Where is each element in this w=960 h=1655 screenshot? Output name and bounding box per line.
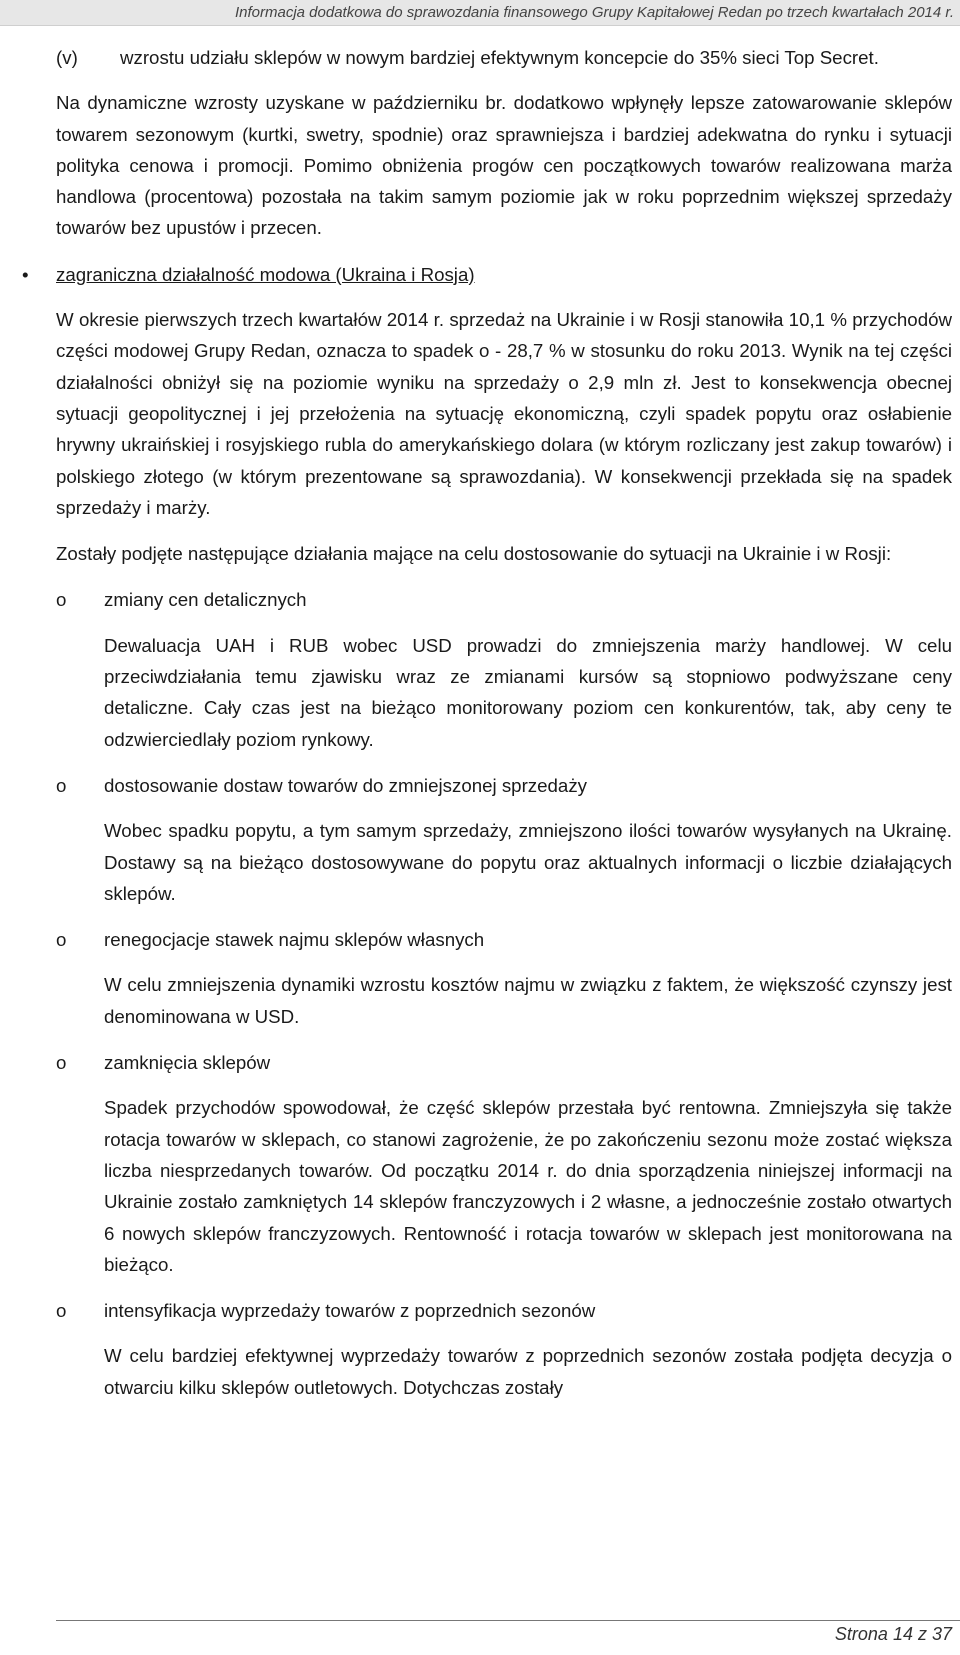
sub-item-store-closures	[56, 1047, 952, 1280]
paragraph-foreign-sales: W okresie pierwszych trzech kwartałów 2014 r. sprzedaż na Ukrainie i w Rosji stanowiła 10,1 % przychodów części modowej Grupy Redan, oznacza to spadek o - 28,7 % w stosunku do roku 2013. Wynik na tej części działalności obniżył się na poziomie wyniku na sprzedaży o 2,9 mln zł. Jest to konsekwencja obecnej sytuacji geopolitycznej i jej przełożenia na sytuację ekonomiczną, czyli spadek popytu oraz osłabienie hrywny ukraińskiej i rosyjskiego rubla do amerykańskiego dolara (w którym rozliczany jest zakup towarów) i polskiego złotego (w którym prezentowane są sprawozdania). W konsekwencji przekłada się na spadek sprzedaży i marży.	[56, 309, 952, 518]
sub-marker: o	[56, 774, 67, 796]
bullet-icon: •	[22, 263, 29, 285]
sub-item-title: zmiany cen detalicznych	[104, 589, 307, 611]
page-header	[0, 0, 960, 26]
list-item-text: wzrostu udziału sklepów w nowym bardziej efektywnym koncepcie do 35% sieci Top Secret.	[120, 47, 879, 68]
sub-marker: o	[56, 1300, 67, 1322]
page-number: Strona 14 z 37	[834, 1624, 952, 1644]
sub-item-body: W celu bardziej efektywnej wyprzedaży towarów z poprzednich sezonów została podjęta decyzja o otwarciu kilku sklepów outletowych. Dotychczas zostały	[104, 1345, 952, 1398]
section-heading-row	[22, 259, 952, 290]
sub-item-body: W celu zmniejszenia dynamiki wzrostu kosztów najmu w związku z faktem, że większość czynszy jest denominowana w USD.	[104, 974, 952, 1027]
section-heading: zagraniczna działalność modowa (Ukraina i Rosja)	[56, 263, 475, 285]
list-item-v	[56, 42, 952, 73]
paragraph-actions-intro: Zostały podjęte następujące działania mające na celu dostosowanie do sytuacji na Ukrainie i w Rosji:	[56, 543, 892, 565]
sub-item-title: dostosowanie dostaw towarów do zmniejszonej sprzedaży	[104, 774, 588, 796]
sub-marker: o	[56, 1052, 67, 1074]
list-marker: (v)	[56, 47, 78, 68]
sub-item-title: intensyfikacja wyprzedaży towarów z poprzednich sezonów	[104, 1300, 596, 1322]
document-body	[22, 42, 952, 1403]
sub-item-body: Wobec spadku popytu, a tym samym sprzedaży, zmniejszono ilości towarów wysyłanych na Ukrainę. Dostawy są na bieżąco dostosowywane do popytu oraz aktualnych informacji o liczbie działających sklepów.	[104, 820, 952, 904]
sub-item-retail-prices	[56, 584, 952, 754]
sub-marker: o	[56, 589, 67, 611]
header-title: Informacja dodatkowa do sprawozdania finansowego Grupy Kapitałowej Redan po trzech kwartałach 2014 r.	[234, 4, 954, 21]
sub-item-deliveries	[56, 770, 952, 909]
sub-item-rent-renegotiation	[56, 924, 952, 1032]
sub-item-clearance-sales	[56, 1295, 952, 1403]
paragraph-dynamics: Na dynamiczne wzrosty uzyskane w październiku br. dodatkowo wpłynęły lepsze zatowarowanie sklepów towarem sezonowym (kurtki, swetry, spodnie) oraz sprawniejsza i bardziej adekwatna do rynku i sytuacji polityka cenowa i promocji. Pomimo obniżenia progów cen początkowych towarów realizowana marża handlowa (procentowa) pozostała na takim samym poziomie jak w roku poprzednim większej sprzedaży towarów bez upustów i przecen.	[56, 92, 952, 239]
sub-item-body: Spadek przychodów spowodował, że część sklepów przestała być rentowna. Zmniejszyła się także rotacja towarów w sklepach, co stanowi zagrożenie, że po zakończeniu sezonu może zostać większa liczba niesprzedanych towarów. Od początku 2014 r. do dnia sporządzenia niniejszej informacji na Ukrainie zostało zamkniętych 14 sklepów franczyzowych i 2 własne, a jednocześnie zostało otwartych 6 nowych sklepów franczyzowych. Rentowność i rotacja towarów w sklepach jest monitorowana na bieżąco.	[104, 1097, 952, 1275]
footer-divider	[56, 1620, 960, 1621]
sub-item-title: renegocjacje stawek najmu sklepów własnych	[104, 929, 485, 951]
sub-marker: o	[56, 929, 67, 951]
sub-item-title: zamknięcia sklepów	[104, 1052, 271, 1074]
sub-item-body: Dewaluacja UAH i RUB wobec USD prowadzi do zmniejszenia marży handlowej. W celu przeciwdziałania temu zjawisku wraz ze zmianami kursów są stopniowo podwyższane ceny detaliczne. Cały czas jest na bieżąco monitorowany poziom cen konkurentów, tak, aby ceny te odzwierciedlały poziom rynkowy.	[104, 634, 952, 750]
